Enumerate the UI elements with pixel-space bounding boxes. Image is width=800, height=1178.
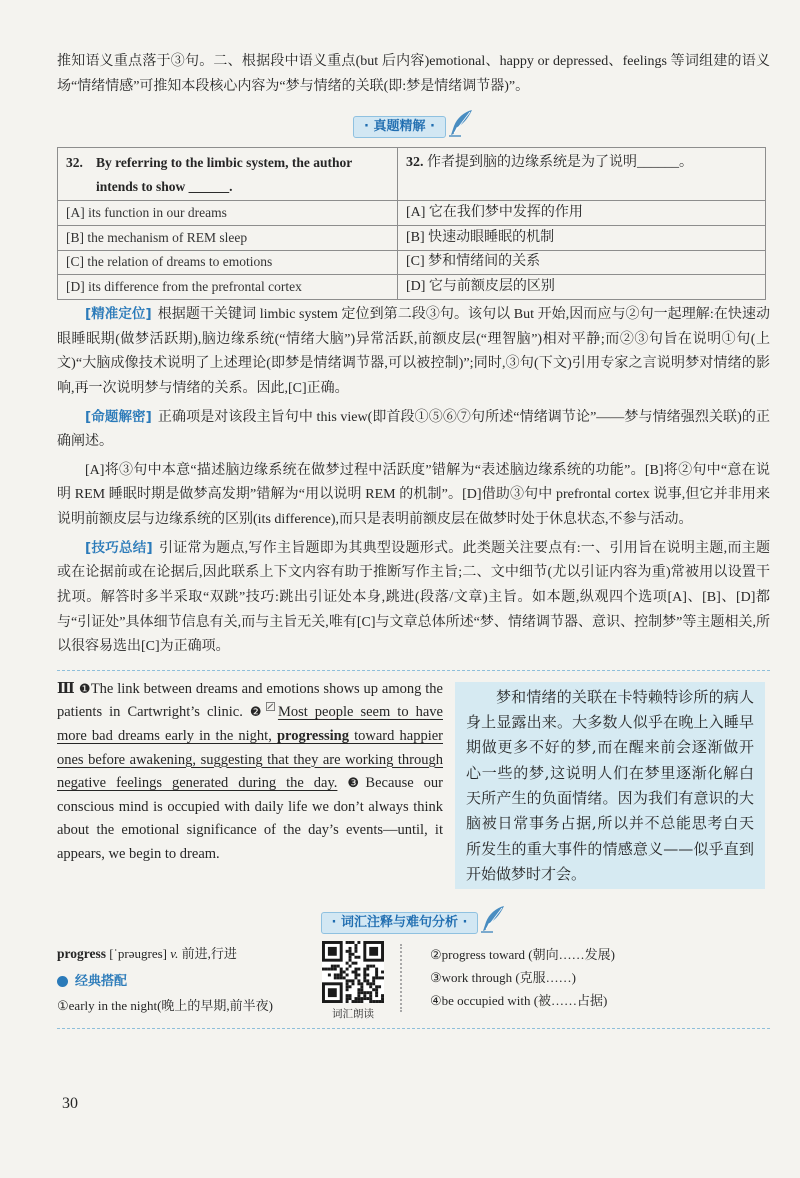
qr-module [349,985,352,988]
qr-module [363,994,366,997]
qr-module [331,964,334,967]
option-row-b [58,225,766,250]
quill-pen-icon [480,905,506,933]
qr-module [372,964,375,967]
qr-module [366,982,369,985]
collocation-item: ①early in the night(晚上的早期,前半夜) [57,997,274,1013]
qr-module [346,988,349,991]
qr-module [325,967,328,970]
qr-module [372,979,375,982]
qr-module [352,961,355,964]
qr-module [360,982,363,985]
qr-module [349,964,352,967]
qr-module [363,970,366,973]
collocation-item: ③work through (克服……) [430,969,576,985]
sentence-text: Most people seem to have more bad dreams early in the night, [57,704,443,744]
qr-module [360,1000,363,1003]
option-row-a [58,201,766,226]
qr-module [354,950,357,953]
translation-box: 梦和情绪的关联在卡特赖特诊所的病人身上显露出来。大多数人似乎在晚上入睡早期做更多不好的梦,而在醒来前会逐渐做开心一些的梦,这说明人们在梦里逐渐化解白天所产生的负面情绪。因为我们有意识的大脑被日常事务占据,所以并不总能思考白天所发生的重大事件的情感意义——似乎直到开始做梦时才会。 [455,682,765,889]
question-text-zh: 作者提到脑的边缘系统是为了说明______。 [427,155,693,170]
qr-module [360,991,363,994]
option-row-c [58,250,766,275]
qr-module [366,973,369,976]
qr-module [354,997,357,1000]
analysis-question-decode [57,405,770,455]
analysis-precise-location [57,302,770,401]
qr-module [357,994,360,997]
qr-module [366,967,369,970]
qr-module [349,950,352,953]
qr-module [340,967,343,970]
qr-module [337,976,340,979]
collocation-item: ④be occupied with (被……占据) [430,992,608,1008]
qr-module [375,967,378,970]
qr-module [366,997,369,1000]
analysis-label: [命题解密] [85,408,152,425]
note-marker-icon [266,702,275,711]
qr-module [369,985,372,988]
bullet-icon [57,976,68,987]
qr-module [378,985,381,988]
qr-module [378,976,381,979]
qr-module [349,956,352,959]
page-number: 30 [62,1095,78,1112]
section-marker: Ⅲ [57,680,75,697]
qr-module [372,982,375,985]
collocations-title-text: 经典搭配 [75,973,128,989]
qr-module [346,961,349,964]
qr-module [354,1000,357,1003]
analysis-text: 正确项是对该段主旨句中 this view(即首段①⑤⑥⑦句所述“情绪调节论”——梦与情绪强烈关联)的正确阐述。 [57,409,770,450]
qr-module [369,947,378,956]
vocab-meaning: 前进,行进 [181,945,237,961]
qr-module [381,994,384,997]
qr-module [357,988,360,991]
option-zh: [A] 它在我们梦中发挥的作用 [398,201,766,226]
qr-module [369,991,372,994]
qr-module [369,964,372,967]
option-en: [C] the relation of dreams to emotions [58,250,398,275]
qr-module [334,967,337,970]
qr-module [360,988,363,991]
qr-module [352,953,355,956]
vocab-entry [57,944,237,964]
qr-module [357,956,360,959]
qr-module [346,973,349,976]
qr-module [354,976,357,979]
qr-module [357,973,360,976]
qr-module [346,941,349,944]
qr-module [349,959,352,962]
option-row-d [58,275,766,300]
analysis-text: 引证常为题点,写作主旨题即为其典型设题形式。此类题关注要点有:一、引用旨在说明主题,而主题或在论据前或在论据后,因此联系上下文内容有助于推断写作主旨;二、文中细节(尤以引证内容为重)常被用以设置干扰项。解答时多半采取“双跳”技巧:跳出引证处本身,跳进(段落/文章)主旨。如本题,纵观四个选项[A]、[B]、[D]都与“引证处”具体细节信息有关,而与主旨无关,唯有[C]与文章总体所述“梦、情绪调节器、意识、控制梦”等主题相关,所以很容易选出[C]为正确项。 [57,540,770,655]
qr-module [349,997,352,1000]
qr-module [349,994,352,997]
qr-module [372,976,375,979]
option-en: [D] its difference from the prefrontal cortex [58,275,398,300]
qr-module [343,970,346,973]
question-text-en: By referring to the limbic system, the author intends to show ______. [96,155,352,194]
collocation-item: ②progress toward (朝向……发展) [430,946,615,962]
qr-module [363,967,366,970]
qr-module [352,982,355,985]
qr-module [375,1000,378,1003]
analysis-label: [技巧总结] [85,539,153,556]
qr-module [363,991,366,994]
sentence-text: The link between dreams and emotions shows up among the patients in Cartwright’s clinic. [57,680,443,721]
question-zh-cell [398,148,766,201]
option-en: [A] its function in our dreams [58,201,398,226]
qr-module [375,985,378,988]
question-row [58,148,766,201]
qr-module [328,973,331,976]
qr-module [354,944,357,947]
qr-module [340,973,343,976]
analysis-text: 根据题干关键词 limbic system 定位到第二段③句。该句以 But 开始,因而应与②句一起理解:在快速动眼睡眠期(做梦活跃期),脑边缘系统(“情绪大脑”)异常活跃,前额皮层(“理智脑”)相对平静;而②③句旨在说明①句(上文)“大脑成像技术说明了上述理论(即梦是情绪调节器,可以被控制)”;同时,③句(下文)引用专家之言说明梦对情绪的影响,再一次说明梦与情绪的关系。因此,[C]正确。 [57,307,771,396]
qr-module [352,970,355,973]
exam-section-title: · 真题精解 · [353,116,446,138]
qr-module [349,941,352,944]
vocab-part-of-speech: v. [170,945,179,961]
qr-module [363,979,366,982]
qr-module [349,953,352,956]
vocab-section [57,940,770,1020]
question-zh [406,151,757,175]
analysis-section [57,302,770,660]
qr-module [357,991,360,994]
keyword: progressing [276,728,349,744]
question-en-cell [58,148,398,201]
qr-module [340,976,343,979]
analysis-text: [A]将③句中本意“描述脑边缘系统在做梦过程中活跃度”错解为“表述脑边缘系统的功能”。[B]将②句中“意在说明 REM 睡眠时期是做梦高发期”错解为“用以说明 REM 的机制”。[D]借助③句中 prefrontal cortex 说事,但它并非用来说明前额皮层与边缘系统的区别(its difference),而只是表明前额皮层在做梦时处于休息状态,不参与活动。 [57,462,770,527]
collocations-title [57,972,127,992]
question-number: 32. [66,155,83,170]
option-zh: [D] 它与前额皮层的区别 [398,275,766,300]
passage-row [57,678,770,890]
collocations-list [430,943,615,1012]
qr-module [354,970,357,973]
question-number: 32. [406,155,424,170]
qr-module [357,967,360,970]
qr-module [331,967,334,970]
qr-module [372,1000,375,1003]
qr-module [363,973,366,976]
vocab-phonetic: [ˈprəugres] [109,945,168,961]
qr-module [346,967,349,970]
qr-label: 词汇朗读 [332,1007,374,1020]
qr-module [354,967,357,970]
sentence-number: ❶ [78,681,91,697]
qr-module [381,976,384,979]
qr-module [337,964,340,967]
qr-module [346,997,349,1000]
vocab-word: progress [57,945,107,961]
qr-module [366,964,369,967]
vocab-section-title: · 词汇注释与难句分析 · [321,912,479,934]
qr-module [352,941,355,944]
qr-module [372,988,375,991]
qr-module [337,973,340,976]
qr-module [354,947,357,950]
sentence-number: ❸ [347,776,366,792]
qr-module [328,967,331,970]
qr-module [346,1000,349,1003]
intro-paragraph: 推知语义重点落于③句。二、根据段中语义重点(but 后内容)emotional、happy or depressed、feelings 等词组建的语义场“情绪情感”可推知本段核心内容为“梦与情绪的关联(即:梦是情绪调节器)”。 [57,54,770,94]
qr-code [322,941,384,1003]
qr-module [322,967,325,970]
qr-module [334,973,337,976]
qr-module [354,973,357,976]
question-table [57,147,766,300]
qr-module [369,1000,372,1003]
analysis-technique-summary [57,536,770,660]
qr-module [363,997,366,1000]
sentence-number: ❷ [249,705,265,721]
qr-module [375,976,378,979]
qr-module [357,982,360,985]
qr-module [352,979,355,982]
qr-module [375,970,378,973]
qr-module [378,1000,381,1003]
qr-module [343,976,346,979]
qr-module [381,997,384,1000]
qr-module [328,947,337,956]
qr-module [334,976,337,979]
option-zh: [C] 梦和情绪间的关系 [398,250,766,275]
qr-module [346,950,349,953]
qr-module [369,994,372,997]
qr-module [375,988,378,991]
section-divider [57,670,770,671]
qr-module [357,941,360,944]
qr-module [349,947,352,950]
qr-module [375,973,378,976]
qr-module [346,979,349,982]
qr-module [366,979,369,982]
sentence-text: toward happier ones before awakening, suggesting that they are working through negative feelings generated during the day. [57,728,443,792]
qr-module [369,982,372,985]
qr-module [334,964,337,967]
qr-module [360,997,363,1000]
passage-paragraph [57,678,443,867]
qr-module [346,982,349,985]
qr-module [354,956,357,959]
qr-module [375,994,378,997]
qr-module [328,988,337,997]
qr-module [381,1000,384,1003]
qr-module [381,970,384,973]
qr-module [366,991,369,994]
quill-pen-icon [448,109,474,137]
qr-module [346,985,349,988]
qr-module [357,1000,360,1003]
option-en: [B] the mechanism of REM sleep [58,225,398,250]
qr-module [354,961,357,964]
option-zh: [B] 快速动眼睡眠的机制 [398,225,766,250]
section-divider [57,1028,770,1029]
decorative-divider [400,944,402,1012]
analysis-label: [精准定位] [85,306,152,322]
question-en [66,151,389,199]
qr-module [346,994,349,997]
exam-section-header [57,115,770,139]
qr-module [357,997,360,1000]
qr-module [360,985,363,988]
qr-module [363,976,366,979]
qr-module [375,991,378,994]
sentence-text: Because our conscious mind is occupied with daily life we don’t always think about the emotional significance of the day’s events—until, it appears, we begin to dream. [57,775,444,862]
qr-module [349,979,352,982]
qr-module [369,997,372,1000]
analysis-distractors [57,459,770,533]
vocab-section-header [57,911,770,935]
qr-module [357,979,360,982]
qr-module [352,1000,355,1003]
qr-module [340,970,343,973]
